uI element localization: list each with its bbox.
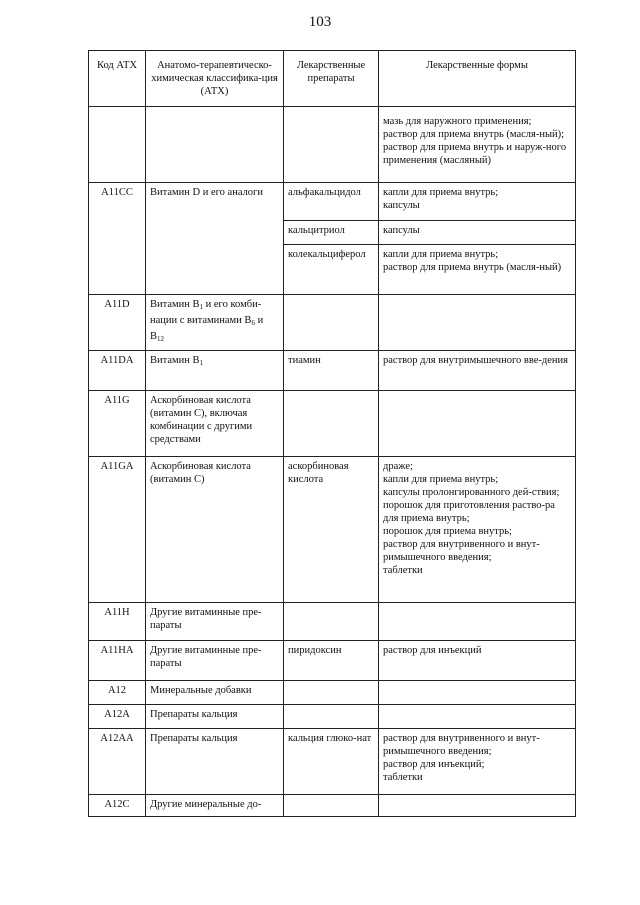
code-cell: A11D xyxy=(89,295,146,351)
form-item: таблетки xyxy=(383,772,423,783)
table-row xyxy=(89,295,576,351)
form-item: капсулы пролонгированного дей-ствия; xyxy=(383,487,560,498)
code-cell: A11DA xyxy=(89,351,146,391)
form-item: таблетки xyxy=(383,565,423,576)
form-item: раствор для инъекций xyxy=(383,645,482,656)
class-cell: Витамин $B_1$ и его комби-нации с витаминами $B_6$ и $B_{12}$ xyxy=(146,295,284,351)
atx-table xyxy=(88,50,576,817)
table-row xyxy=(89,681,576,705)
code-cell: A12A xyxy=(89,705,146,729)
class-cell: Препараты кальция xyxy=(146,729,284,795)
class-cell: Другие витаминные пре-параты xyxy=(146,603,284,641)
table-row xyxy=(89,351,576,391)
class-cell: Аскорбиновая кислота (витамин С) xyxy=(146,457,284,603)
table-row xyxy=(89,183,576,221)
code-cell: A11CC xyxy=(89,183,146,295)
drug-cell: колекальциферол xyxy=(284,245,379,295)
form-item: капли для приема внутрь; xyxy=(383,474,499,485)
code-cell: A11H xyxy=(89,603,146,641)
code-cell: A11HA xyxy=(89,641,146,681)
table-row xyxy=(89,795,576,817)
drug-cell: альфакальцидол xyxy=(284,183,379,221)
drug-cell: кальция глюко-нат xyxy=(284,729,379,795)
class-cell: Другие минеральные до- xyxy=(146,795,284,817)
class-cell: Аскорбиновая кислота (витамин С), включая комбинации с другими средствами xyxy=(146,391,284,457)
table-row xyxy=(89,391,576,457)
code-cell: A11G xyxy=(89,391,146,457)
forms-cell xyxy=(379,729,576,795)
page-number: 103 xyxy=(308,14,332,30)
forms-cell xyxy=(379,107,576,183)
forms-cell xyxy=(379,183,576,221)
class-cell: Препараты кальция xyxy=(146,705,284,729)
drug-cell: кальцитриол xyxy=(284,221,379,245)
form-item: капли для приема внутрь; xyxy=(383,249,499,260)
drug-cell: аскорбиновая кислота xyxy=(284,457,379,603)
table-row xyxy=(89,603,576,641)
form-item: раствор для приема внутрь (масля-ный); xyxy=(383,129,565,140)
table-row xyxy=(89,705,576,729)
table-row xyxy=(89,729,576,795)
table-row xyxy=(89,457,576,603)
table-row xyxy=(89,641,576,681)
forms-cell xyxy=(379,221,576,245)
form-item: капсулы xyxy=(383,225,420,236)
drug-cell: тиамин xyxy=(284,351,379,391)
header-code: Код АТХ xyxy=(89,51,146,107)
code-cell: A11GA xyxy=(89,457,146,603)
header-forms: Лекарственные формы xyxy=(379,51,576,107)
form-item: драже; xyxy=(383,461,413,472)
forms-cell xyxy=(379,245,576,295)
forms-cell xyxy=(379,457,576,603)
drug-cell: пиридоксин xyxy=(284,641,379,681)
code-cell: A12C xyxy=(89,795,146,817)
form-item: раствор для внутривенного и внут-римышечного введения; xyxy=(383,539,540,563)
form-item: раствор для внутривенного и внут-римышечного введения; xyxy=(383,733,540,757)
form-item: раствор для приема внутрь (масля-ный) xyxy=(383,262,562,273)
class-cell: Другие витаминные пре-параты xyxy=(146,641,284,681)
form-item: раствор для внутримышечного вве-дения xyxy=(383,355,568,366)
header-class: Анатомо-терапевтическо-химическая классифика-ция (АТХ) xyxy=(146,51,284,107)
code-cell: A12 xyxy=(89,681,146,705)
form-item: капли для приема внутрь; xyxy=(383,187,499,198)
code-cell: A12AA xyxy=(89,729,146,795)
header-drugs: Лекарственные препараты xyxy=(284,51,379,107)
form-item: порошок для приема внутрь; xyxy=(383,526,512,537)
forms-cell xyxy=(379,641,576,681)
class-cell: Витамин $B_1$ xyxy=(146,351,284,391)
form-item: раствор для приема внутрь и наруж-ного применения (масляный) xyxy=(383,142,567,166)
class-cell: Минеральные добавки xyxy=(146,681,284,705)
forms-cell xyxy=(379,351,576,391)
class-cell: Витамин D и его аналоги xyxy=(146,183,284,295)
table-row xyxy=(89,107,576,183)
form-item: раствор для инъекций; xyxy=(383,759,485,770)
form-item: порошок для приготовления раство-ра для приема внутрь; xyxy=(383,500,555,524)
form-item: мазь для наружного применения; xyxy=(383,116,532,127)
form-item: капсулы xyxy=(383,200,420,211)
table-header-row xyxy=(89,51,576,107)
